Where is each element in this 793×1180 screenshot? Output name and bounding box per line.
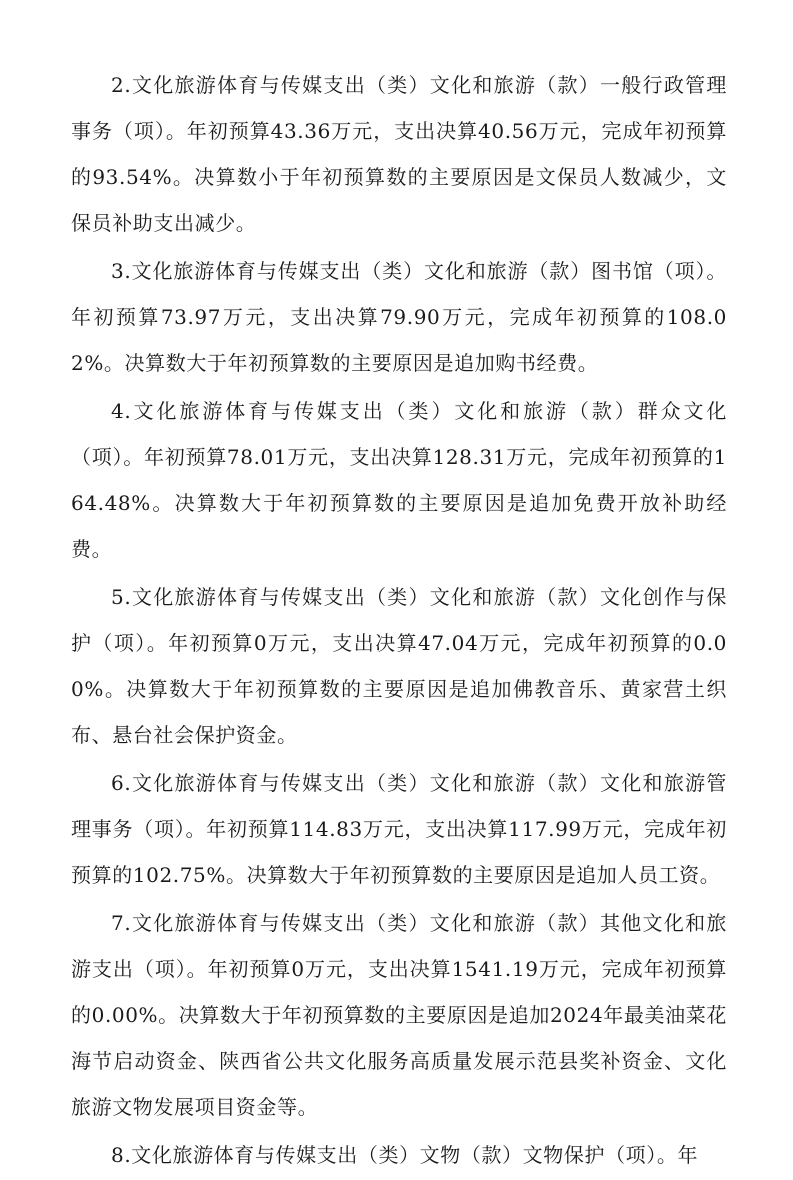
paragraph-item-2: 2.文化旅游体育与传媒支出（类）文化和旅游（款）一般行政管理事务（项）。年初预算43.36万元，支出决算40.56万元，完成年初预算的93.54%。决算数小于年初预算数的主要原因是文保员人数减少，文保员补助支出减少。 (71, 73, 727, 235)
paragraph-item-8: 8.文化旅游体育与传媒支出（类）文物（款）文物保护（项）。年 (111, 1143, 699, 1167)
paragraph-item-4: 4.文化旅游体育与传媒支出（类）文化和旅游（款）群众文化（项）。年初预算78.01万元，支出决算128.31万元，完成年初预算的164.48%。决算数大于年初预算数的主要原因是追加免费开放补助经费。 (71, 399, 727, 561)
document-body (71, 62, 727, 1180)
paragraph-item-3: 3.文化旅游体育与传媒支出（类）文化和旅游（款）图书馆（项）。年初预算73.97万元，支出决算79.90万元，完成年初预算的108.02%。决算数大于年初预算数的主要原因是追加购书经费。 (71, 259, 727, 375)
paragraph-item-7: 7.文化旅游体育与传媒支出（类）文化和旅游（款）其他文化和旅游支出（项）。年初预算0万元，支出决算1541.19万元，完成年初预算的0.00%。决算数大于年初预算数的主要原因是追加2024年最美油菜花海节启动资金、陕西省公共文化服务高质量发展示范县奖补资金、文化旅游文物发展项目资金等。 (71, 911, 727, 1119)
paragraph-item-6: 6.文化旅游体育与传媒支出（类）文化和旅游（款）文化和旅游管理事务（项）。年初预算114.83万元，支出决算117.99万元，完成年初预算的102.75%。决算数大于年初预算数的主要原因是追加人员工资。 (71, 771, 727, 887)
paragraph-item-5: 5.文化旅游体育与传媒支出（类）文化和旅游（款）文化创作与保护（项）。年初预算0万元，支出决算47.04万元，完成年初预算的0.00%。决算数大于年初预算数的主要原因是追加佛教音乐、黄家营土织布、悬台社会保护资金。 (71, 585, 727, 747)
